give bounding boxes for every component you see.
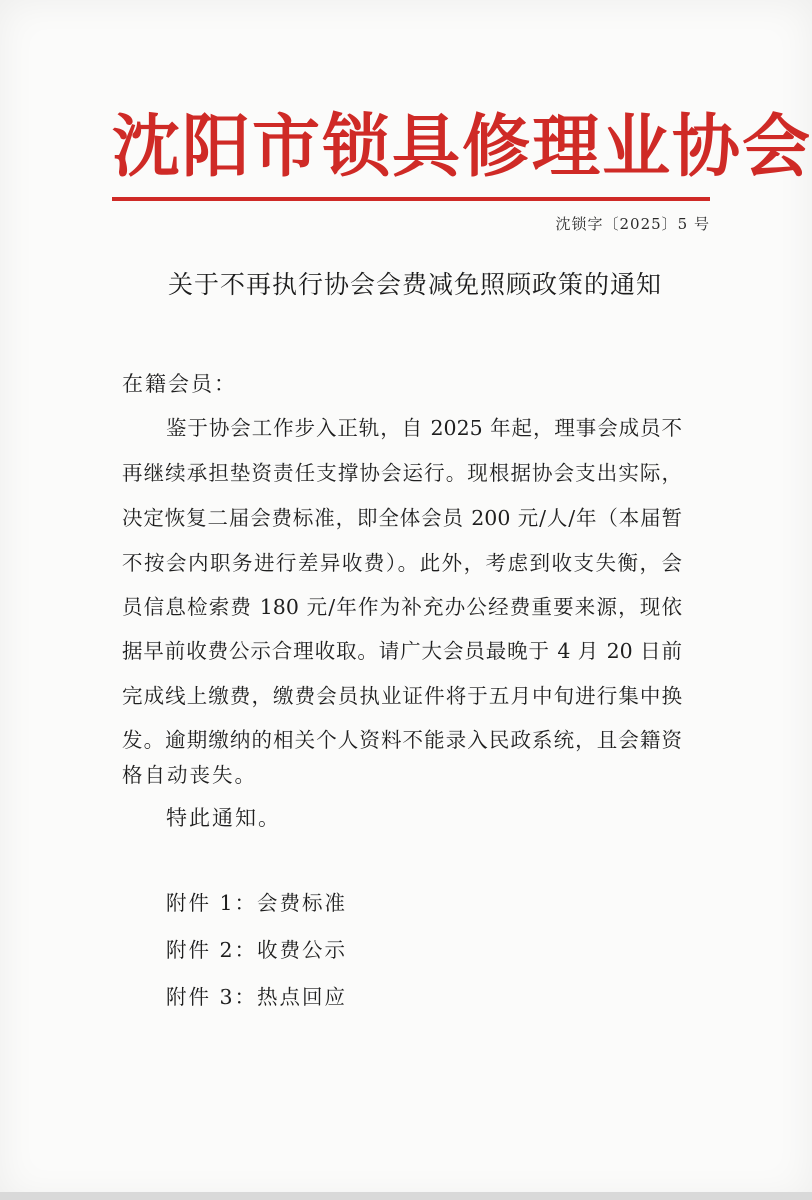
body-line: 不按会内职务进行差异收费）。此外，考虑到收支失衡，会 xyxy=(122,551,682,575)
organization-letterhead: 沈阳市锁具修理业协会 xyxy=(112,108,812,187)
body-line: 鉴于协会工作步入正轨，自 2025 年起，理事会成员不 xyxy=(166,416,682,440)
body-line: 格自动丧失。 xyxy=(122,763,257,787)
body-line: 再继续承担垫资责任支撑协会运行。现根据协会支出实际， xyxy=(122,461,682,485)
document-number: 沈锁字〔2025〕5 号 xyxy=(555,215,710,233)
salutation: 在籍会员： xyxy=(122,372,237,396)
body-line: 据早前收费公示合理收取。请广大会员最晚于 4 月 20 日前 xyxy=(122,639,682,663)
body-line: 员信息检索费 180 元/年作为补充办公经费重要来源，现依 xyxy=(122,595,682,619)
body-line: 决定恢复二届会费标准，即全体会员 200 元/人/年（本届暂 xyxy=(122,506,682,530)
attachment-item: 附件 1：会费标准 xyxy=(166,891,348,915)
closing-remark: 特此通知。 xyxy=(166,806,281,830)
attachment-item: 附件 3：热点回应 xyxy=(166,985,348,1009)
attachment-item: 附件 2：收费公示 xyxy=(166,938,348,962)
body-line: 完成线上缴费，缴费会员执业证件将于五月中旬进行集中换 xyxy=(122,684,682,708)
page-bottom-edge xyxy=(0,1192,812,1200)
letterhead-red-rule xyxy=(112,197,710,201)
body-line: 发。逾期缴纳的相关个人资料不能录入民政系统，且会籍资 xyxy=(122,728,682,752)
notice-title: 关于不再执行协会会费减免照顾政策的通知 xyxy=(167,270,662,299)
